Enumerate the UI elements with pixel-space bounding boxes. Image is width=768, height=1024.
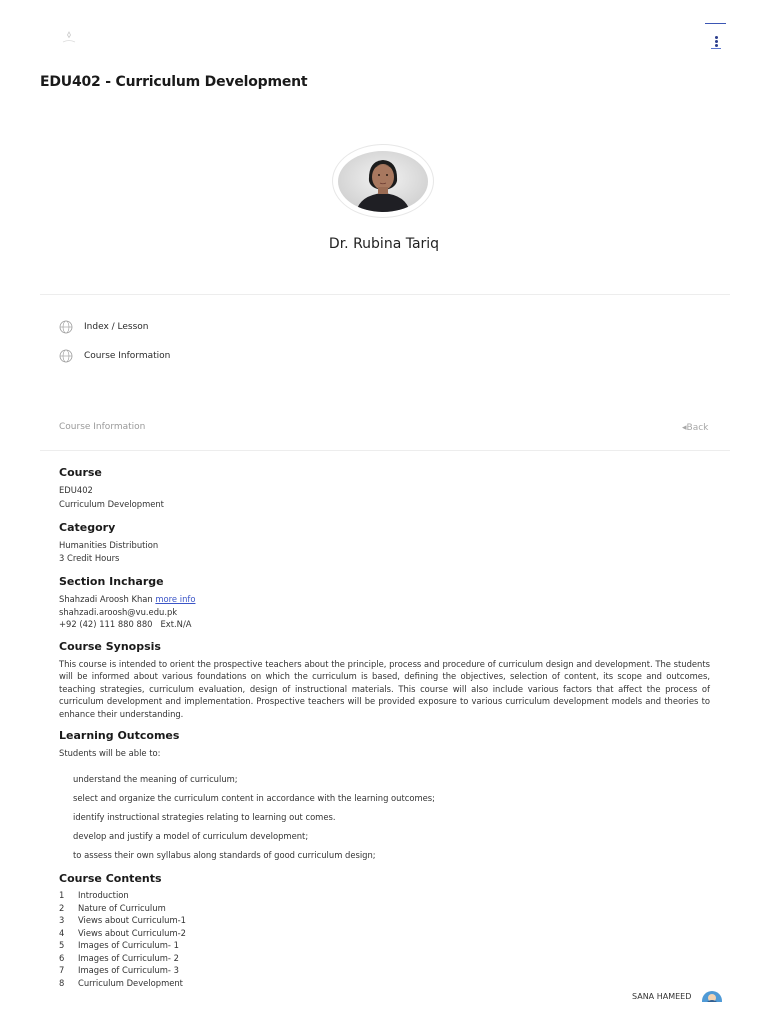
menu-button[interactable] [704, 20, 728, 52]
menu-dot-icon [715, 44, 718, 47]
instructor-avatar [338, 151, 428, 212]
instructor-name: Dr. Rubina Tariq [328, 236, 440, 252]
list-item: select and organize the curriculum content in accordance with the learning outcomes; [73, 792, 435, 803]
incharge-phone: +92 (42) 111 880 880 [59, 619, 153, 629]
breadcrumb: Course Information [59, 422, 146, 432]
lesson-title: Images of Curriculum- 2 [78, 952, 179, 963]
nav-item-index-lesson[interactable] [59, 319, 149, 335]
list-item: develop and justify a model of curriculum development; [73, 831, 309, 842]
lesson-title: Views about Curriculum-1 [78, 915, 187, 926]
lesson-title: Curriculum Development [78, 977, 183, 988]
lesson-number: 3 [59, 915, 65, 926]
top-bar [0, 0, 768, 62]
course-title: EDU402 - Curriculum Development [40, 74, 308, 90]
list-item[interactable] [59, 902, 710, 915]
list-item: identify instructional strategies relating to learning out comes. [73, 811, 336, 822]
globe-icon [59, 320, 73, 334]
user-avatar-icon [701, 990, 723, 1002]
incharge-line [59, 593, 710, 606]
nav-item-label: Index / Lesson [84, 322, 149, 332]
synopsis-heading: Course Synopsis [59, 639, 161, 653]
menu-dot-icon [715, 36, 718, 39]
category-heading: Category [59, 521, 116, 534]
more-info-link[interactable]: more info [155, 594, 196, 604]
lesson-number: 7 [59, 965, 65, 976]
incharge-ext: Ext.N/A [160, 619, 192, 629]
category-name: Humanities Distribution [59, 540, 159, 550]
nav-item-label: Course Information [84, 351, 171, 361]
back-label: Back [686, 423, 709, 433]
lesson-number: 1 [59, 890, 65, 901]
course-contents-heading: Course Contents [59, 872, 162, 886]
user-name: SANA HAMEED [632, 991, 692, 1001]
lesson-title: Nature of Curriculum [78, 902, 166, 913]
lesson-number: 6 [59, 952, 65, 963]
divider [40, 450, 730, 451]
course-contents-list [59, 889, 710, 989]
learning-outcomes-heading: Learning Outcomes [59, 729, 180, 742]
learning-outcomes-intro: Students will be able to: [59, 748, 161, 758]
menu-dot-icon [715, 40, 718, 43]
lesson-number: 8 [59, 977, 65, 988]
list-item[interactable] [59, 977, 710, 990]
list-item: to assess their own syllabus along standards of good curriculum design; [73, 850, 376, 861]
lesson-title: Images of Curriculum- 3 [78, 965, 179, 976]
incharge-name: Shahzadi Aroosh Khan [59, 594, 153, 604]
list-item[interactable] [59, 939, 710, 952]
lesson-number: 2 [59, 902, 65, 913]
caret-left-icon: ◂ [682, 423, 687, 433]
divider [40, 294, 730, 295]
nav-item-course-information[interactable] [59, 348, 170, 364]
lesson-title: Introduction [78, 890, 129, 901]
lesson-number: 4 [59, 927, 65, 938]
list-item[interactable] [59, 964, 710, 977]
section-incharge-heading: Section Incharge [59, 575, 164, 588]
course-heading: Course [59, 466, 102, 479]
list-item[interactable] [59, 914, 710, 927]
list-item: understand the meaning of curriculum; [73, 773, 238, 784]
course-code: EDU402 [59, 485, 93, 495]
back-button[interactable] [682, 423, 708, 433]
credit-hours: 3 Credit Hours [59, 552, 120, 563]
logo-icon[interactable] [60, 30, 78, 46]
list-item[interactable] [59, 952, 710, 965]
list-item[interactable] [59, 889, 710, 902]
course-details [59, 466, 710, 989]
lesson-title: Images of Curriculum- 1 [78, 940, 179, 951]
learning-outcomes-list [73, 773, 710, 862]
menu-line-icon [711, 48, 721, 49]
user-menu[interactable] [632, 990, 723, 1002]
list-item[interactable] [59, 927, 710, 940]
synopsis-text: This course is intended to orient the prospective teachers about the principle, process and procedure of curriculum design and development. The students will be informed about various foundations on which the curriculum is based, defining the objectives, selection of content, its scope and outcomes, teaching strategies, curriculum evaluation, design of instructional materials. This course will also include various factors that affect the process of curriculum development and implementation. Prospective teachers will be provided exposure to various curriculum development models and theories to enhance their understanding. [59, 658, 710, 719]
lesson-title: Views about Curriculum-2 [78, 927, 187, 938]
incharge-phone-line [59, 618, 710, 631]
globe-icon [59, 349, 73, 363]
incharge-email: shahzadi.aroosh@vu.edu.pk [59, 606, 178, 617]
menu-line-icon [705, 23, 726, 24]
course-name: Curriculum Development [59, 498, 164, 509]
lesson-number: 5 [59, 940, 65, 951]
